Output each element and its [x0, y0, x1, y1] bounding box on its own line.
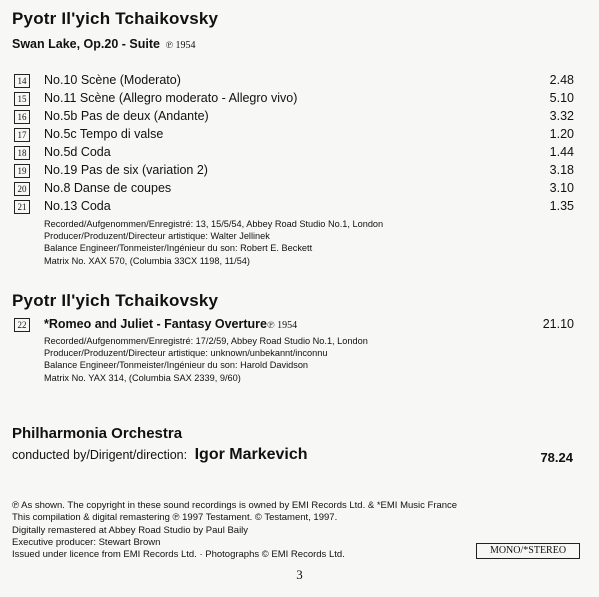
credit-line: Matrix No. XAX 570, (Columbia 33CX 1198, 11/54): [44, 255, 250, 266]
track-title: No.19 Pas de six (variation 2): [44, 163, 208, 177]
track-time: 1.35: [549, 199, 574, 213]
track-row: [14, 198, 574, 216]
total-time: 78.24: [540, 450, 573, 465]
track-time: 2.48: [549, 73, 574, 87]
track-number: 14: [14, 74, 30, 88]
track-row: [14, 180, 574, 198]
track-number: 15: [14, 92, 30, 106]
track-number: 16: [14, 110, 30, 124]
track-year: ℗ 1954: [266, 320, 298, 331]
track-title: No.5d Coda: [44, 145, 111, 159]
credit-line: Balance Engineer/Tonmeister/Ingénieur du son: Robert E. Beckett: [44, 243, 313, 254]
credit-line: Producer/Produzent/Directeur artistique: unknown/unbekannt/inconnu: [44, 348, 328, 359]
track-number: 22: [14, 318, 30, 332]
track-title: No.5b Pas de deux (Andante): [44, 109, 209, 123]
credit-line: Producer/Produzent/Directeur artistique: Walter Jellinek: [44, 231, 270, 242]
track-title: [44, 317, 297, 331]
credit-line: Matrix No. YAX 314, (Columbia SAX 2339, 9/60): [44, 372, 241, 383]
track-time: 3.32: [549, 109, 574, 123]
credit-line: Balance Engineer/Tonmeister/Ingénieur du son: Harold Davidson: [44, 360, 309, 371]
track-number: 17: [14, 128, 30, 142]
track-row: [14, 162, 574, 180]
note-line: This compilation & digital remastering ℗ 1997 Testament. © Testament, 1997.: [12, 512, 338, 524]
composer-heading: Pyotr Il'yich Tchaikovsky: [12, 9, 219, 28]
track-row: [14, 108, 574, 126]
track-time: 3.10: [549, 181, 574, 195]
track-number: 19: [14, 164, 30, 178]
track-row: [14, 126, 574, 144]
orchestra-name: Philharmonia Orchestra: [12, 425, 183, 442]
track-number: 20: [14, 182, 30, 196]
track-title-text: *Romeo and Juliet - Fantasy Overture: [44, 317, 267, 331]
mono-stereo-badge: MONO/*STEREO: [476, 543, 580, 559]
composer-heading: Pyotr Il'yich Tchaikovsky: [12, 291, 219, 310]
track-title: No.5c Tempo di valse: [44, 127, 164, 141]
track-time: 5.10: [549, 91, 574, 105]
work-title-text: Swan Lake, Op.20 - Suite: [12, 37, 160, 51]
track-time: 1.20: [549, 127, 574, 141]
track-row: [14, 90, 574, 108]
note-line: Executive producer: Stewart Brown: [12, 536, 161, 548]
conductor-line: [12, 446, 308, 464]
track-number: 21: [14, 200, 30, 214]
track-time: 1.44: [549, 145, 574, 159]
track-title: No.13 Coda: [44, 199, 111, 213]
note-line: Issued under licence from EMI Records Ltd. · Photographs © EMI Records Ltd.: [12, 549, 345, 561]
recording-credits: [44, 335, 368, 384]
conductor-name: Igor Markevich: [194, 446, 308, 463]
work-title: [12, 37, 196, 51]
track-title: No.10 Scène (Moderato): [44, 73, 181, 87]
track-time: 3.18: [549, 163, 574, 177]
work-year: ℗ 1954: [165, 40, 196, 51]
note-line: ℗ As shown. The copyright in these sound recordings is owned by EMI Records Ltd. & *EMI Music France: [12, 500, 458, 511]
track-title: No.8 Danse de coupes: [44, 181, 172, 195]
page-number: 3: [296, 567, 303, 582]
track-number: 18: [14, 146, 30, 160]
track-time: 21.10: [542, 317, 574, 331]
recording-credits: [44, 218, 383, 267]
track-title: No.11 Scène (Allegro moderato - Allegro vivo): [44, 91, 298, 105]
copyright-notes: [12, 500, 457, 561]
conducted-label: conducted by/Dirigent/direction:: [12, 448, 188, 462]
note-line: Digitally remastered at Abbey Road Studio by Paul Baily: [12, 524, 249, 536]
credit-line: Recorded/Aufgenommen/Enregistré: 13, 15/5/54, Abbey Road Studio No.1, London: [44, 219, 384, 229]
track-row: [14, 144, 574, 162]
track-row: [14, 72, 574, 90]
track-row: [14, 316, 574, 334]
credit-line: Recorded/Aufgenommen/Enregistré: 17/2/59, Abbey Road Studio No.1, London: [44, 336, 368, 346]
